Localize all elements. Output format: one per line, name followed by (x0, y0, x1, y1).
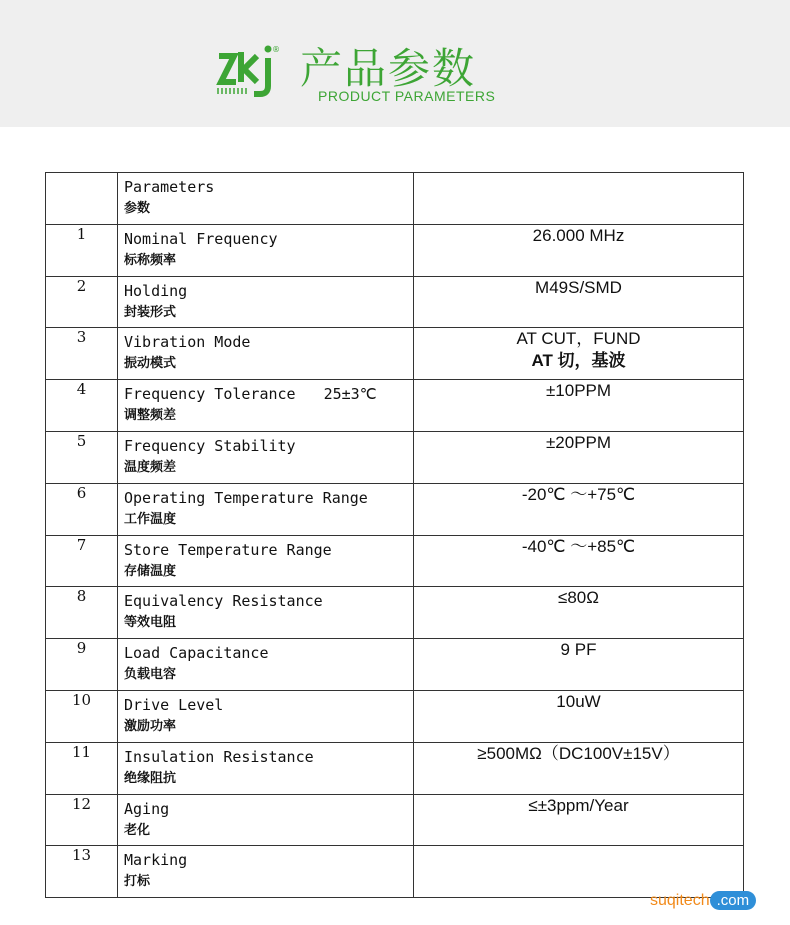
row-number-cell: 5 (46, 431, 118, 483)
parameter-value-cell (414, 380, 744, 432)
parameter-name-cn: 打标 (124, 874, 151, 890)
table-row (46, 328, 744, 380)
row-number-cell: 12 (46, 794, 118, 846)
parameter-name-en (124, 228, 413, 250)
parameter-name-cell (118, 535, 414, 587)
table-row (46, 794, 744, 846)
parameter-value-cell (414, 639, 744, 691)
parameter-name-cell (118, 380, 414, 432)
row-number-cell: 13 (46, 846, 118, 898)
parameter-value-line: ±20PPM (545, 432, 612, 452)
table-row (46, 276, 744, 328)
parameter-name-en (124, 331, 413, 353)
parameter-name-cell (118, 794, 414, 846)
parameter-name-en-text: Drive Level (124, 695, 224, 714)
parameter-name-cn: 绝缘阻抗 (124, 770, 177, 786)
parameter-value-line: 26.000 MHz (532, 225, 625, 245)
parameter-name-en (124, 694, 413, 716)
table-row (46, 690, 744, 742)
parameter-name-en-text: Frequency Stability (124, 436, 296, 455)
page-title-cn: 产品参数 (300, 44, 477, 93)
svg-text:®: ® (272, 45, 280, 54)
table-row (46, 846, 744, 898)
header-name-cn: 参数 (124, 201, 151, 216)
parameter-value-cell (414, 535, 744, 587)
page-header (0, 0, 790, 127)
parameter-value-cell (414, 846, 744, 898)
parameter-value-cell (414, 690, 744, 742)
parameter-name-cn: 封装形式 (124, 304, 177, 320)
parameter-value-cell (414, 276, 744, 328)
site-watermark (650, 891, 756, 911)
parameter-value-cell (414, 794, 744, 846)
table-row (46, 224, 744, 276)
parameter-name-cell (118, 483, 414, 535)
table-header-row (46, 173, 744, 225)
parameter-name-cn: 激励功率 (124, 718, 177, 734)
header-no-cell (46, 173, 118, 225)
parameter-name-en-text: Operating Temperature Range (124, 488, 368, 507)
parameter-name-en (124, 435, 413, 457)
parameter-name-cn: 存储温度 (124, 563, 177, 579)
watermark-tld-badge: .com (710, 891, 757, 910)
parameter-name-cn: 工作温度 (124, 511, 177, 527)
parameter-name-cell (118, 431, 414, 483)
row-number-cell: 3 (46, 328, 118, 380)
parameter-value-cell (414, 224, 744, 276)
parameter-name-en (124, 642, 413, 664)
table-row (46, 639, 744, 691)
row-number-cell: 4 (46, 380, 118, 432)
parameter-value-line: ±10PPM (545, 381, 612, 401)
parameter-name-en-text: Marking (124, 851, 188, 870)
parameter-name-cn: 温度频差 (124, 459, 177, 475)
table-row (46, 483, 744, 535)
watermark-domain: suqitech (650, 892, 710, 909)
zkj-logo (216, 42, 278, 98)
row-number-cell: 7 (46, 535, 118, 587)
parameter-name-en-text: Nominal Frequency (124, 229, 278, 248)
parameter-name-en-text: Store Temperature Range (124, 540, 332, 559)
parameter-value-line: -20℃ ～+75℃ (521, 484, 636, 504)
parameter-name-en (124, 539, 413, 561)
table-row (46, 587, 744, 639)
parameter-name-cn: 负载电容 (124, 667, 177, 683)
parameter-name-cn: 标称频率 (124, 252, 177, 268)
parameter-name-cell (118, 587, 414, 639)
table-row (46, 431, 744, 483)
header-name-cell (118, 173, 414, 225)
parameter-value-line: ≤±3ppm/Year (528, 795, 629, 815)
parameter-value-line: AT 切，基波 (531, 351, 626, 371)
parameter-name-cell (118, 690, 414, 742)
parameter-name-cell (118, 276, 414, 328)
row-number-cell: 11 (46, 742, 118, 794)
row-number-cell: 8 (46, 587, 118, 639)
header-value-cell (414, 173, 744, 225)
parameter-name-cell (118, 639, 414, 691)
parameter-name-en-text: Holding (124, 281, 188, 300)
parameter-name-en (124, 590, 413, 612)
parameter-name-en (124, 849, 413, 871)
parameter-name-en (124, 280, 413, 302)
parameter-name-en-text: Aging (124, 799, 170, 818)
parameter-value-line: 9 PF (560, 640, 597, 660)
parameter-value-line: ≤80Ω (558, 588, 599, 608)
parameter-value-line: M49S/SMD (535, 277, 622, 297)
header-name-en: Parameters (124, 178, 215, 196)
parameter-name-cn: 调整频差 (124, 408, 177, 424)
parameter-name-en-text: Vibration Mode (124, 333, 251, 352)
parameter-name-en-text: Frequency Tolerance (124, 385, 296, 404)
row-number-cell: 10 (46, 690, 118, 742)
parameter-value-cell (414, 431, 744, 483)
parameter-value-line: 10uW (556, 691, 601, 711)
parameter-name-cell (118, 742, 414, 794)
parameter-value-line: AT CUT，FUND (516, 329, 641, 349)
parameter-name-cell (118, 846, 414, 898)
parameter-value-cell (414, 328, 744, 380)
parameter-name-en-text: Insulation Resistance (124, 747, 314, 766)
table-row (46, 380, 744, 432)
parameter-name-en (124, 487, 413, 509)
parameter-value-cell (414, 483, 744, 535)
parameter-name-cell (118, 224, 414, 276)
parameter-name-en (124, 798, 413, 820)
parameter-name-en (124, 746, 413, 768)
parameter-value-line: ≥500MΩ（DC100V±15V） (477, 743, 680, 763)
parameter-name-cn: 等效电阻 (124, 615, 177, 631)
row-number-cell: 2 (46, 276, 118, 328)
parameter-value-cell (414, 587, 744, 639)
table-row (46, 742, 744, 794)
parameter-value-line: -40℃ ～+85℃ (521, 536, 636, 556)
parameter-name-en-text: Equivalency Resistance (124, 592, 323, 611)
table-row (46, 535, 744, 587)
parameter-name-cn: 振动模式 (124, 356, 177, 372)
parameter-name-cn: 老化 (124, 822, 151, 838)
parameters-table (45, 172, 744, 898)
row-number-cell: 9 (46, 639, 118, 691)
parameter-name-en (124, 383, 413, 405)
row-number-cell: 1 (46, 224, 118, 276)
parameter-name-en-text: Load Capacitance (124, 644, 269, 663)
page-title-en: PRODUCT PARAMETERS (318, 88, 496, 104)
parameter-value-cell (414, 742, 744, 794)
parameter-name-cell (118, 328, 414, 380)
parameter-condition-note: 25±3℃ (323, 385, 377, 404)
row-number-cell: 6 (46, 483, 118, 535)
